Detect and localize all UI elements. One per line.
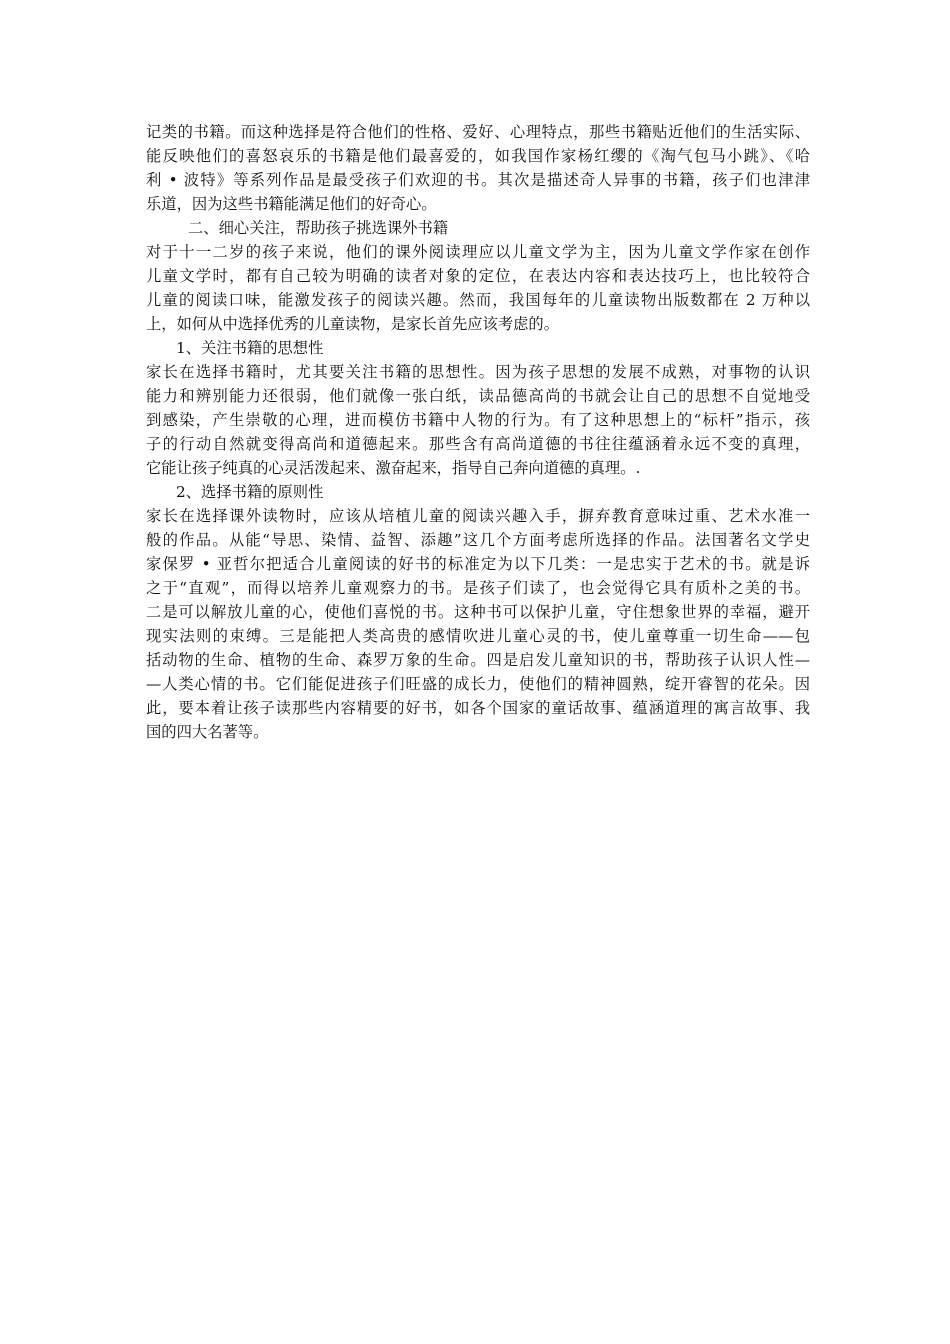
text-line: 家长在选择书籍时，尤其要关注书籍的思想性。因为孩子思想的发展不成熟，对事物的认识 <box>146 363 810 381</box>
text-line: 家长在选择课外读物时，应该从培植儿童的阅读兴趣入手，摒弃教育意味过重、艺术水准一 <box>146 507 810 525</box>
text-line: 此，要本着让孩子读那些内容精要的好书，如各个国家的童话故事、蕴涵道理的寓言故事、我 <box>146 699 810 717</box>
paragraph-intro <box>146 120 810 216</box>
text-line: 到感染，产生崇敬的心理，进而模仿书籍中人物的行为。有了这种思想上的“标杆”指示，孩 <box>146 411 810 429</box>
text-line: 般的作品。从能“导思、染情、益智、添趣”这几个方面考虑所选择的作品。法国著名文学史 <box>146 531 810 549</box>
text-line: 子的行动自然就变得高尚和道德起来。那些含有高尚道德的书往往蕴涵着永远不变的真理， <box>146 435 810 453</box>
document-body <box>146 120 810 744</box>
text-line: 国的四大名著等。 <box>146 723 269 741</box>
text-line: 它能让孩子纯真的心灵活泼起来、激奋起来，指导自己奔向道德的真理。. <box>146 459 641 477</box>
paragraph-section-2 <box>146 240 810 336</box>
text-line: 能力和辨别能力还很弱，他们就像一张白纸，读品德高尚的书就会让自己的思想不自觉地受 <box>146 387 810 405</box>
section-heading-2: 二、细心关注，帮助孩子挑选课外书籍 <box>188 219 449 237</box>
text-line: 记类的书籍。而这种选择是符合他们的性格、爱好、心理特点，那些书籍贴近他们的生活实际、 <box>146 123 810 141</box>
text-line: 上，如何从中选择优秀的儿童读物，是家长首先应该考虑的。 <box>146 315 560 333</box>
subheading-principle: 2、选择书籍的原则性 <box>176 483 324 501</box>
text-line: 能反映他们的喜怒哀乐的书籍是他们最喜爱的，如我国作家杨红缨的《淘气包马小跳》、《哈 <box>146 147 810 165</box>
subheading-ideology: 1、关注书籍的思想性 <box>176 339 324 357</box>
text-line: 利 • 波特》等系列作品是最受孩子们欢迎的书。其次是描述奇人异事的书籍，孩子们也津津 <box>146 171 810 189</box>
paragraph-principle <box>146 504 810 744</box>
text-line: 乐道，因为这些书籍能满足他们的好奇心。 <box>146 195 437 213</box>
text-line: 之于“直观”，而得以培养儿童观察力的书。是孩子们读了，也会觉得它具有质朴之美的书。 <box>146 579 810 597</box>
text-line: 家保罗 • 亚哲尔把适合儿童阅读的好书的标准定为以下几类：一是忠实于艺术的书。就是诉 <box>146 555 810 573</box>
text-line: 二是可以解放儿童的心，使他们喜悦的书。这种书可以保护儿童，守住想象世界的幸福，避开 <box>146 603 810 621</box>
text-line: 括动物的生命、植物的生命、森罗万象的生命。四是启发儿童知识的书，帮助孩子认识人性— <box>146 651 810 669</box>
text-line: —人类心情的书。它们能促进孩子们旺盛的成长力，使他们的精神圆熟，绽开睿智的花朵。因 <box>146 675 810 693</box>
text-line: 对于十一二岁的孩子来说，他们的课外阅读理应以儿童文学为主，因为儿童文学作家在创作 <box>146 243 810 261</box>
text-line: 儿童文学时，都有自己较为明确的读者对象的定位，在表达内容和表达技巧上，也比较符合 <box>146 267 810 285</box>
text-line: 现实法则的束缚。三是能把人类高贵的感情吹进儿童心灵的书，使儿童尊重一切生命——包 <box>146 627 810 645</box>
paragraph-ideology <box>146 360 810 480</box>
text-line: 儿童的阅读口味，能激发孩子的阅读兴趣。然而，我国每年的儿童读物出版数都在 2 万种以 <box>146 291 810 309</box>
